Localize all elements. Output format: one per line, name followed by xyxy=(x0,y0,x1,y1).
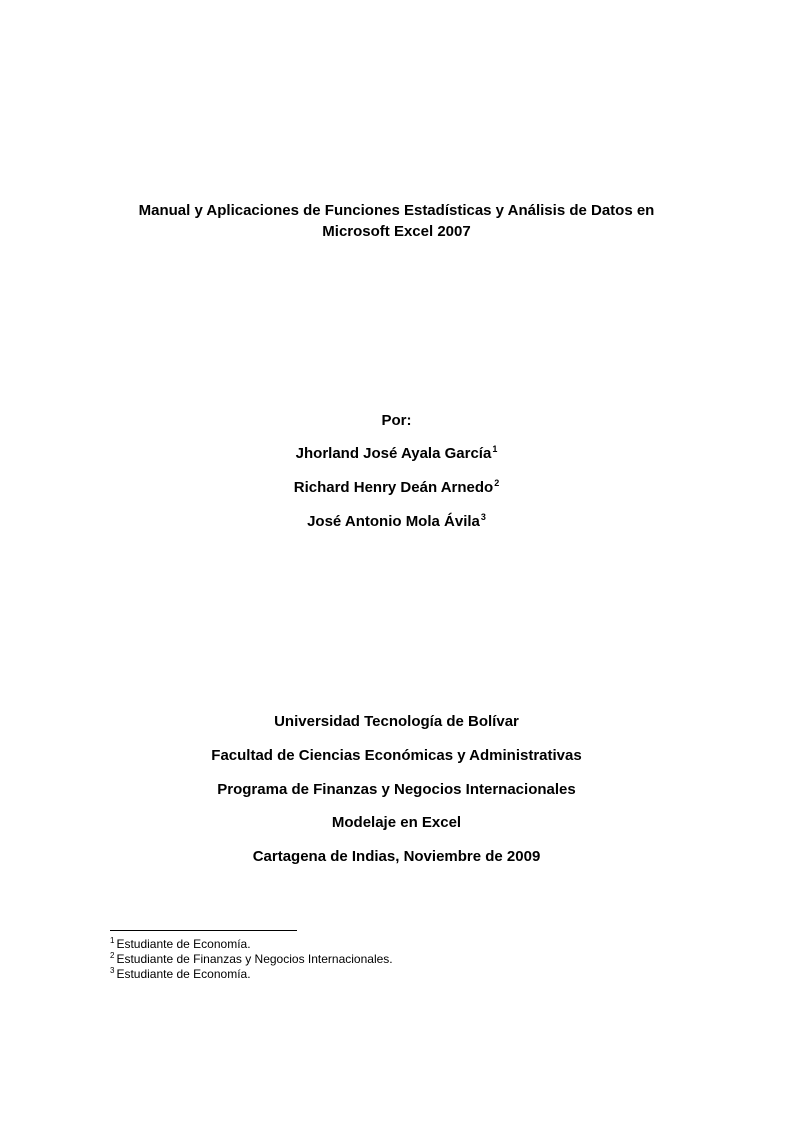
footnote-marker: 1 xyxy=(492,444,498,454)
footnote-text: Estudiante de Economía. xyxy=(116,967,251,981)
program-name: Programa de Finanzas y Negocios Internacionales xyxy=(217,781,576,798)
university-name: Universidad Tecnología de Bolívar xyxy=(274,713,519,730)
footnote-2 xyxy=(110,952,393,967)
author-1 xyxy=(0,443,793,464)
author-3 xyxy=(0,511,793,532)
footnote-marker: 2 xyxy=(494,478,500,488)
author-name: José Antonio Mola Ávila xyxy=(307,513,480,530)
document-title xyxy=(0,200,793,242)
footnote-marker: 3 xyxy=(480,512,486,522)
footnote-3 xyxy=(110,967,393,982)
footnote-number: 1 xyxy=(110,936,115,945)
footnote-number: 2 xyxy=(110,951,115,960)
course-name: Modelaje en Excel xyxy=(331,814,462,831)
author-name: Richard Henry Deán Arnedo xyxy=(293,479,494,496)
faculty-name: Facultad de Ciencias Económicas y Administrativas xyxy=(211,747,582,764)
footnote-1 xyxy=(110,937,393,952)
author-name: Jhorland José Ayala García xyxy=(295,445,492,462)
footnote-number: 3 xyxy=(110,966,115,975)
by-label: Por: xyxy=(381,412,412,429)
title-line-2: Microsoft Excel 2007 xyxy=(322,223,471,240)
footnotes xyxy=(110,937,393,982)
author-2 xyxy=(0,477,793,498)
place-and-date: Cartagena de Indias, Noviembre de 2009 xyxy=(252,848,541,865)
footnote-text: Estudiante de Finanzas y Negocios Internacionales. xyxy=(116,952,393,966)
footnote-text: Estudiante de Economía. xyxy=(116,937,251,951)
footnote-separator xyxy=(110,930,297,931)
title-line-1: Manual y Aplicaciones de Funciones Estadísticas y Análisis de Datos en xyxy=(138,202,655,219)
